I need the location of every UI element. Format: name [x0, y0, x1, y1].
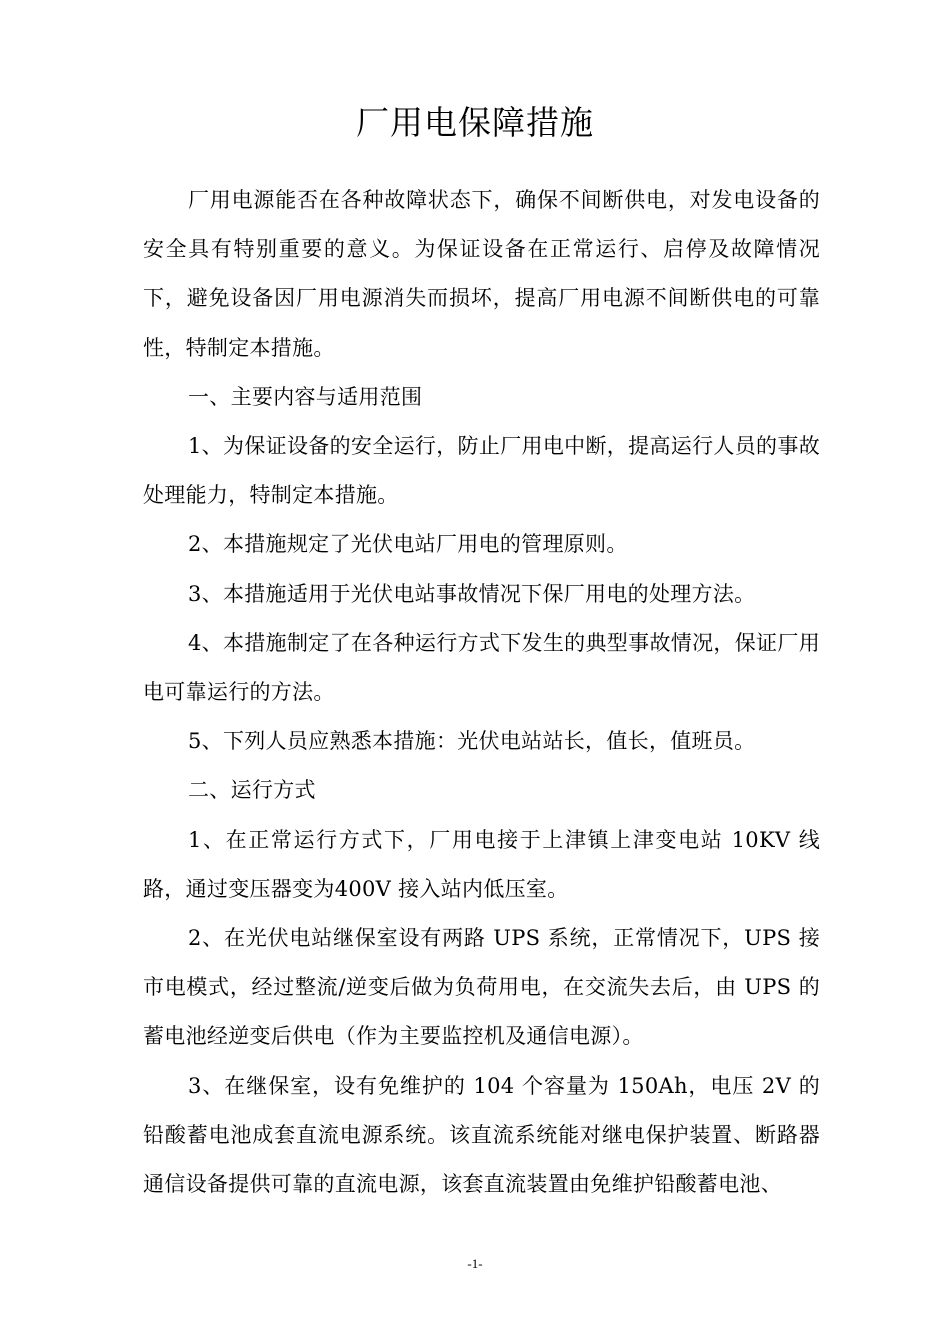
paragraph-scope-4: 4、本措施制定了在各种运行方式下发生的典型事故情况，保证厂用电可靠运行的方法。 [143, 630, 820, 705]
document-title: 厂用电保障措施 [356, 103, 594, 142]
paragraph-scope-3: 3、本措施适用于光伏电站事故情况下保厂用电的处理方法。 [188, 581, 756, 606]
document-body [143, 176, 820, 1209]
paragraph-operation-3: 3、在继保室，设有免维护的 104 个容量为 150Ah，电压 2V 的铅酸蓄电池成套直流电源系统。该直流系统能对继电保护装置、断路器通信设备提供可靠的直流电源，该套直流装置由免维护铅酸蓄电池、 [143, 1073, 820, 1197]
section-heading-scope: 一、主要内容与适用范围 [188, 384, 423, 409]
section-heading-operation: 二、运行方式 [188, 778, 316, 803]
paragraph-scope-5: 5、下列人员应熟悉本措施：光伏电站站长，值长，值班员。 [188, 729, 756, 754]
paragraph-operation-2: 2、在光伏电站继保室设有两路 UPS 系统，正常情况下，UPS 接市电模式，经过整流/逆变后做为负荷用电，在交流失去后，由 UPS 的蓄电池经逆变后供电（作为主要监控机及通信电源）。 [143, 926, 820, 1049]
paragraph-intro: 厂用电源能否在各种故障状态下，确保不间断供电，对发电设备的安全具有特别重要的意义。为保证设备在正常运行、启停及故障情况下，避免设备因厂用电源消失而损坏，提高厂用电源不间断供电的可靠性，特制定本措施。 [143, 188, 820, 360]
paragraph-scope-2: 2、本措施规定了光伏电站厂用电的管理原则。 [188, 532, 628, 557]
paragraph-operation-1: 1、在正常运行方式下，厂用电接于上津镇上津变电站 10KV 线路，通过变压器变为400V 接入站内低压室。 [143, 827, 820, 901]
page-number: -1- [467, 1256, 483, 1271]
paragraph-scope-1: 1、为保证设备的安全运行，防止厂用电中断，提高运行人员的事故处理能力，特制定本措施。 [143, 434, 820, 508]
